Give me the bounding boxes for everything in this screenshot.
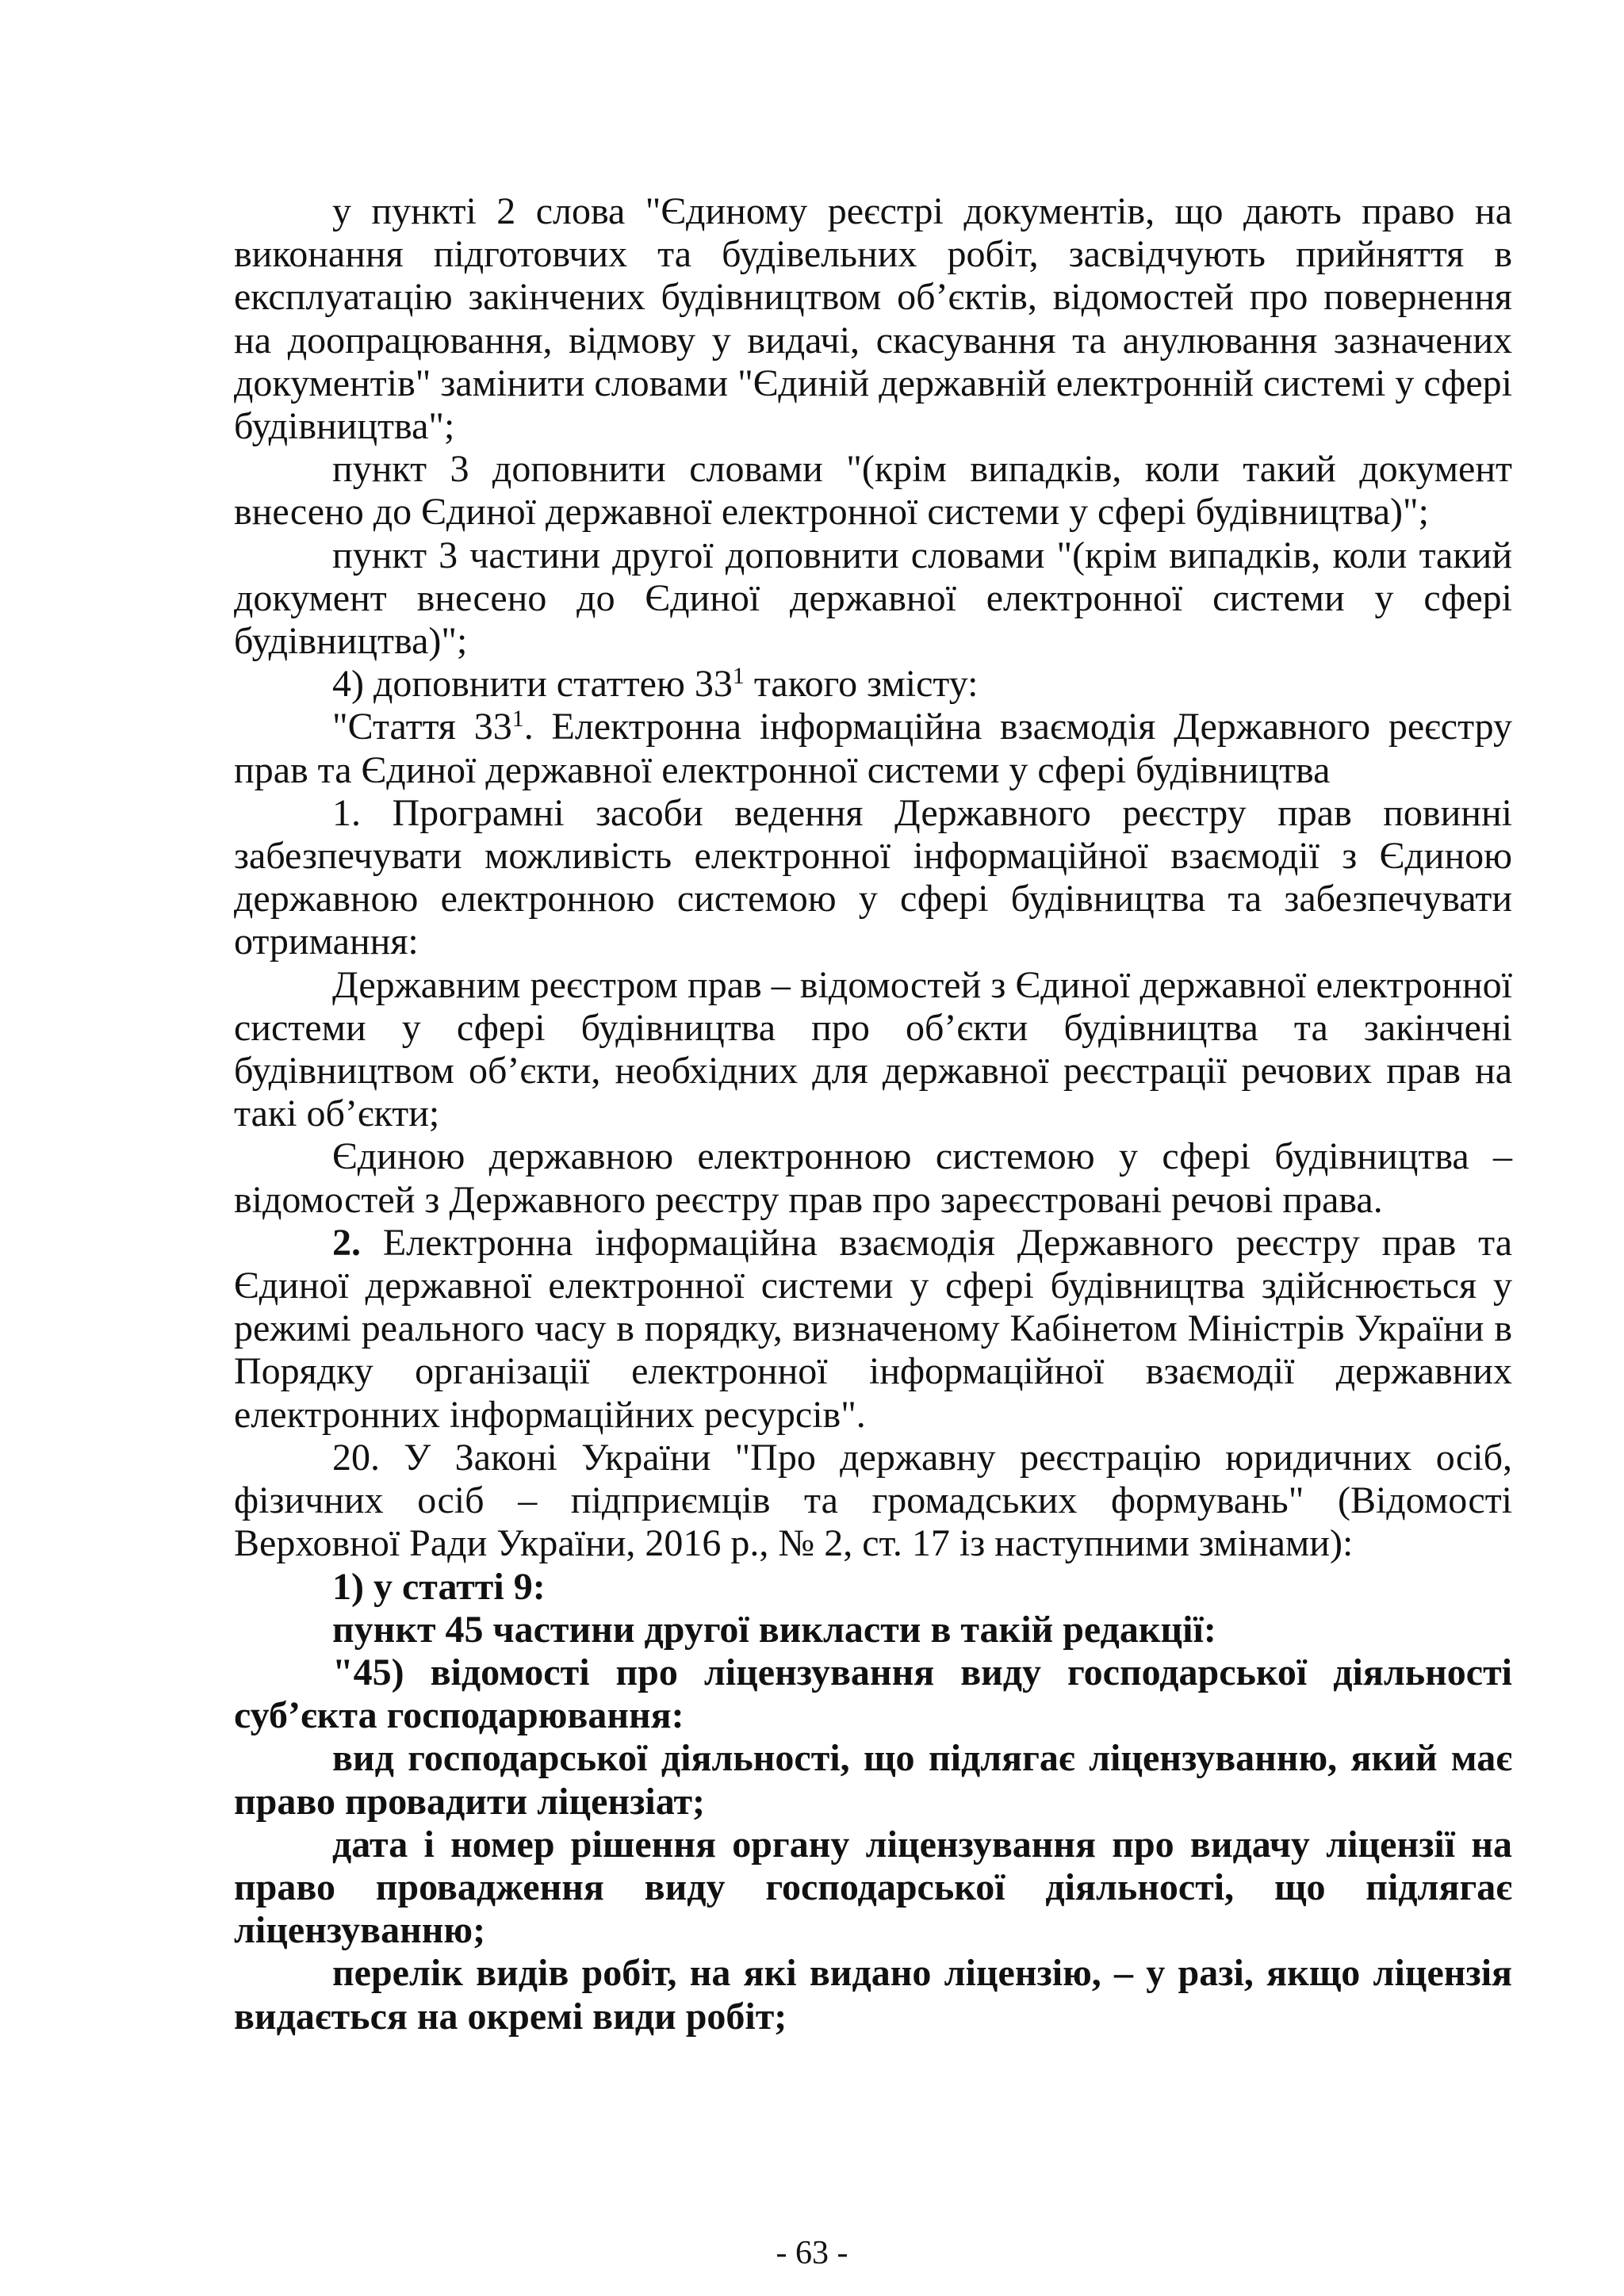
paragraph-15: дата і номер рішення органу ліцензування про видачу ліцензії на право провадження виду господарської діяльності, що підлягає ліцензуванню; — [234, 1823, 1512, 1952]
paragraph-9-text: Електронна інформаційна взаємодія Державного реєстру прав та Єдиної державної електронної системи у сфері будівництва здійснюється у режимі реального часу в порядку, визначеному Кабінетом Міністрів України в Порядку організації електронної інформаційної взаємодії державних електронних інформаційних ресурсів". — [234, 1221, 1512, 1436]
paragraph-4-text-start: 4) доповнити статтею 33 — [332, 663, 733, 706]
paragraph-9 — [234, 1222, 1512, 1437]
article-heading-end: . Електронна інформаційна взаємодія Державного реєстру прав та Єдиної державної електронної системи у сфері будівництва — [234, 706, 1512, 791]
article-heading-start: "Стаття 33 — [332, 706, 512, 748]
paragraph-13: "45) відомості про ліцензування виду господарської діяльності суб’єкта господарювання: — [234, 1651, 1512, 1737]
paragraph-10: 20. У Законі України "Про державну реєстрацію юридичних осіб, фізичних осіб – підприємців та громадських формувань" (Відомості Верховної Ради України, 2016 р., № 2, ст. 17 із наступними змінами): — [234, 1436, 1512, 1565]
paragraph-12: пункт 45 частини другої викласти в такій редакції: — [332, 1608, 1216, 1651]
superscript-2: 1 — [511, 706, 524, 733]
paragraph-3: пункт 3 частини другої доповнити словами "(крім випадків, коли такий документ внесено до Єдиної державної електронної системи у сфері будівництва)"; — [234, 534, 1512, 663]
paragraph-4 — [234, 663, 1512, 706]
paragraph-16: перелік видів робіт, на які видано ліцензію, – у разі, якщо ліцензія видається на окремі види робіт; — [234, 1952, 1512, 2038]
document-body — [234, 190, 1512, 2038]
article-heading — [234, 706, 1512, 791]
paragraph-9-number: 2. — [332, 1221, 361, 1264]
superscript-1: 1 — [732, 663, 745, 690]
paragraph-6: 1. Програмні засоби ведення Державного реєстру прав повинні забезпечувати можливість електронної інформаційної взаємодії з Єдиною державною електронною системою у сфері будівництва та забезпечувати отримання: — [234, 791, 1512, 963]
paragraph-4-text-end: такого змісту: — [744, 663, 979, 706]
paragraph-1: у пункті 2 слова "Єдиному реєстрі документів, що дають право на виконання підготовчих та будівельних робіт, засвідчують прийняття в експлуатацію закінчених будівництвом об’єктів, відомостей про повернення на доопрацювання, відмову у видачі, скасування та анулювання зазначених документів" замінити словами "Єдиній державній електронній системі у сфері будівництва"; — [234, 190, 1512, 448]
paragraph-14: вид господарської діяльності, що підлягає ліцензуванню, який має право провадити ліцензіат; — [234, 1737, 1512, 1823]
paragraph-8: Єдиною державною електронною системою у сфері будівництва – відомостей з Державного реєстру прав про зареєстровані речові права. — [234, 1135, 1512, 1221]
paragraph-11: 1) у статті 9: — [332, 1565, 546, 1608]
page-number: - 63 - — [776, 2235, 848, 2271]
paragraph-7: Державним реєстром прав – відомостей з Єдиної державної електронної системи у сфері будівництва про об’єкти будівництва та закінчені будівництвом об’єкти, необхідних для державної реєстрації речових прав на такі об’єкти; — [234, 963, 1512, 1135]
paragraph-2: пункт 3 доповнити словами "(крім випадків, коли такий документ внесено до Єдиної державної електронної системи у сфері будівництва)"; — [234, 448, 1512, 534]
